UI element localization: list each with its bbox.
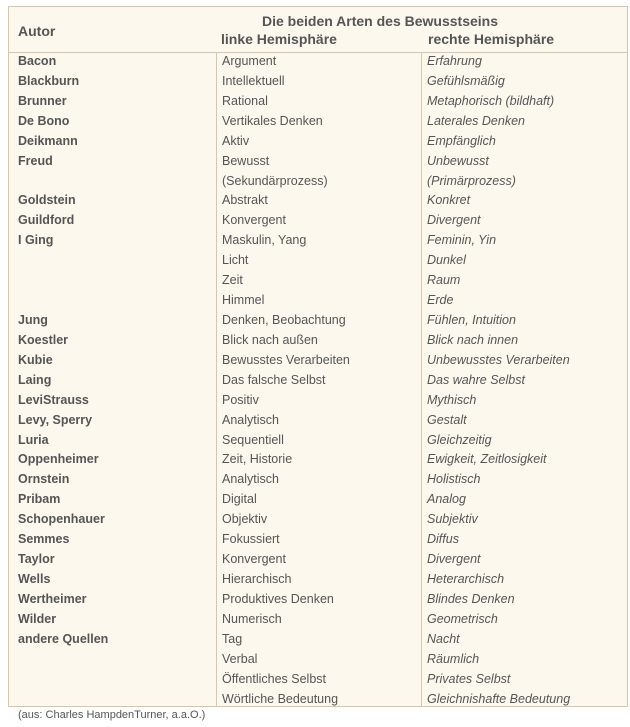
cell-left-hemisphere: Argument	[222, 54, 277, 68]
table-row	[9, 291, 627, 311]
cell-right-hemisphere: Divergent	[427, 552, 481, 567]
cell-author: Brunner	[18, 93, 67, 108]
cell-left-hemisphere: Analytisch	[222, 412, 279, 427]
cell-right-hemisphere: Erfahrung	[427, 54, 482, 68]
cell-author: De Bono	[18, 113, 70, 128]
cell-author: Oppenheimer	[18, 452, 99, 467]
cell-author: Luria	[18, 432, 49, 447]
cell-left-hemisphere: Zeit, Historie	[222, 452, 293, 467]
cell-left-hemisphere: Konvergent	[222, 552, 286, 567]
cell-left-hemisphere: Tag	[222, 631, 243, 646]
table-row	[9, 630, 627, 650]
table-body	[9, 52, 627, 709]
cell-author: Wells	[18, 571, 51, 586]
cell-right-hemisphere: Fühlen, Intuition	[427, 312, 516, 327]
cell-left-hemisphere: Blick nach außen	[222, 332, 318, 347]
cell-author: Goldstein	[18, 193, 76, 208]
cell-right-hemisphere: Mythisch	[427, 392, 477, 407]
cell-right-hemisphere: Geometrisch	[427, 611, 498, 626]
cell-left-hemisphere: Himmel	[222, 293, 265, 308]
cell-author: Blackburn	[18, 73, 80, 88]
table-row	[9, 191, 627, 211]
table-row	[9, 331, 627, 351]
cell-left-hemisphere: Fokussiert	[222, 532, 280, 547]
cell-author: Wilder	[18, 611, 57, 626]
cell-right-hemisphere: Blindes Denken	[427, 591, 515, 606]
table-row	[9, 251, 627, 271]
cell-author: Kubie	[18, 352, 53, 367]
cell-author: I Ging	[18, 233, 54, 248]
cell-author: Taylor	[18, 552, 55, 567]
header-author: Autor	[18, 23, 56, 39]
table-row	[9, 72, 627, 92]
table-row	[9, 371, 627, 391]
cell-right-hemisphere: Gleichzeitig	[427, 432, 492, 447]
header-title: Die beiden Arten des Bewusstseins	[262, 13, 498, 29]
cell-right-hemisphere: Analog	[427, 492, 466, 507]
table-row	[9, 610, 627, 630]
table-row	[9, 311, 627, 331]
table-row	[9, 271, 627, 291]
table-row	[9, 112, 627, 132]
table-row	[9, 172, 627, 192]
cell-left-hemisphere: Rational	[222, 93, 268, 108]
table-row	[9, 92, 627, 112]
table-row	[9, 490, 627, 510]
cell-left-hemisphere: Analytisch	[222, 472, 279, 487]
cell-right-hemisphere: Empfänglich	[427, 133, 496, 148]
cell-right-hemisphere: Blick nach innen	[427, 332, 519, 347]
cell-author: Levy, Sperry	[18, 412, 93, 427]
cell-left-hemisphere: Maskulin, Yang	[222, 233, 307, 248]
cell-author: Wertheimer	[18, 591, 87, 606]
cell-author: Bacon	[18, 54, 57, 68]
cell-author: Guildford	[18, 213, 75, 228]
table-row	[9, 550, 627, 570]
cell-left-hemisphere: Produktives Denken	[222, 591, 334, 606]
table-row	[9, 351, 627, 371]
table-row	[9, 431, 627, 451]
cell-left-hemisphere: Aktiv	[222, 133, 250, 148]
table-row	[9, 231, 627, 251]
table-row	[9, 132, 627, 152]
table-row	[9, 690, 627, 710]
cell-left-hemisphere: (Sekundärprozess)	[222, 173, 328, 188]
cell-left-hemisphere: Sequentiell	[222, 432, 284, 447]
cell-left-hemisphere: Hierarchisch	[222, 571, 292, 586]
cell-left-hemisphere: Digital	[222, 492, 257, 507]
cell-right-hemisphere: Privates Selbst	[427, 671, 511, 686]
cell-right-hemisphere: Dunkel	[427, 253, 466, 268]
cell-left-hemisphere: Bewusst	[222, 153, 270, 168]
cell-author: Pribam	[18, 492, 61, 507]
cell-author: LeviStrauss	[18, 392, 89, 407]
cell-author: Semmes	[18, 532, 70, 547]
cell-author: Freud	[18, 153, 53, 168]
cell-left-hemisphere: Verbal	[222, 651, 258, 666]
cell-author: andere Quellen	[18, 631, 109, 646]
cell-left-hemisphere: Das falsche Selbst	[222, 372, 326, 387]
comparison-table	[8, 6, 628, 707]
cell-author: Deikmann	[18, 133, 78, 148]
cell-right-hemisphere: Feminin, Yin	[427, 233, 497, 248]
cell-author: Ornstein	[18, 472, 70, 487]
table-row	[9, 670, 627, 690]
cell-right-hemisphere: Subjektiv	[427, 512, 478, 527]
cell-left-hemisphere: Wörtliche Bedeutung	[222, 691, 339, 706]
header-right-hemisphere: rechte Hemisphäre	[428, 31, 555, 47]
cell-author: Laing	[18, 372, 52, 387]
table-header	[9, 7, 627, 53]
cell-right-hemisphere: Laterales Denken	[427, 113, 525, 128]
cell-left-hemisphere: Bewusstes Verarbeiten	[222, 352, 350, 367]
cell-right-hemisphere: Das wahre Selbst	[427, 372, 525, 387]
table-row	[9, 450, 627, 470]
cell-right-hemisphere: Metaphorisch (bildhaft)	[427, 93, 555, 108]
cell-left-hemisphere: Denken, Beobachtung	[222, 312, 346, 327]
source-note: (aus: Charles HampdenTurner, a.a.O.)	[18, 709, 206, 721]
cell-right-hemisphere: Heterarchisch	[427, 571, 505, 586]
table-row	[9, 411, 627, 431]
cell-author: Koestler	[18, 332, 69, 347]
table-row	[9, 152, 627, 172]
cell-right-hemisphere: Diffus	[427, 532, 459, 547]
cell-left-hemisphere: Abstrakt	[222, 193, 268, 208]
cell-left-hemisphere: Intellektuell	[222, 73, 285, 88]
cell-right-hemisphere: Unbewusst	[427, 153, 489, 168]
cell-right-hemisphere: Unbewusstes Verarbeiten	[427, 352, 570, 367]
cell-left-hemisphere: Öffentliches Selbst	[222, 671, 326, 686]
table-row	[9, 391, 627, 411]
cell-right-hemisphere: Gleichnishafte Bedeutung	[427, 691, 571, 706]
cell-left-hemisphere: Positiv	[222, 392, 259, 407]
cell-left-hemisphere: Konvergent	[222, 213, 286, 228]
table-row	[9, 570, 627, 590]
cell-right-hemisphere: Konkret	[427, 193, 471, 208]
cell-left-hemisphere: Zeit	[222, 273, 243, 288]
cell-right-hemisphere: Gestalt	[427, 412, 467, 427]
table-row	[9, 510, 627, 530]
table-row	[9, 470, 627, 490]
header-left-hemisphere: linke Hemisphäre	[221, 31, 337, 47]
cell-left-hemisphere: Objektiv	[222, 512, 268, 527]
cell-left-hemisphere: Licht	[222, 253, 249, 268]
cell-right-hemisphere: Ewigkeit, Zeitlosigkeit	[427, 452, 547, 467]
cell-author: Jung	[18, 312, 48, 327]
table-row	[9, 211, 627, 231]
cell-author: Schopenhauer	[18, 512, 105, 527]
cell-right-hemisphere: Nacht	[427, 631, 460, 646]
cell-right-hemisphere: Raum	[427, 273, 461, 288]
cell-right-hemisphere: (Primärprozess)	[427, 173, 516, 188]
cell-right-hemisphere: Holistisch	[427, 472, 481, 487]
cell-right-hemisphere: Gefühlsmäßig	[427, 73, 505, 88]
table-row	[9, 650, 627, 670]
table-row	[9, 530, 627, 550]
table-row	[9, 52, 627, 72]
table-row	[9, 590, 627, 610]
cell-left-hemisphere: Vertikales Denken	[222, 113, 323, 128]
cell-right-hemisphere: Erde	[427, 293, 454, 308]
cell-left-hemisphere: Numerisch	[222, 611, 282, 626]
cell-right-hemisphere: Divergent	[427, 213, 481, 228]
cell-right-hemisphere: Räumlich	[427, 651, 480, 666]
